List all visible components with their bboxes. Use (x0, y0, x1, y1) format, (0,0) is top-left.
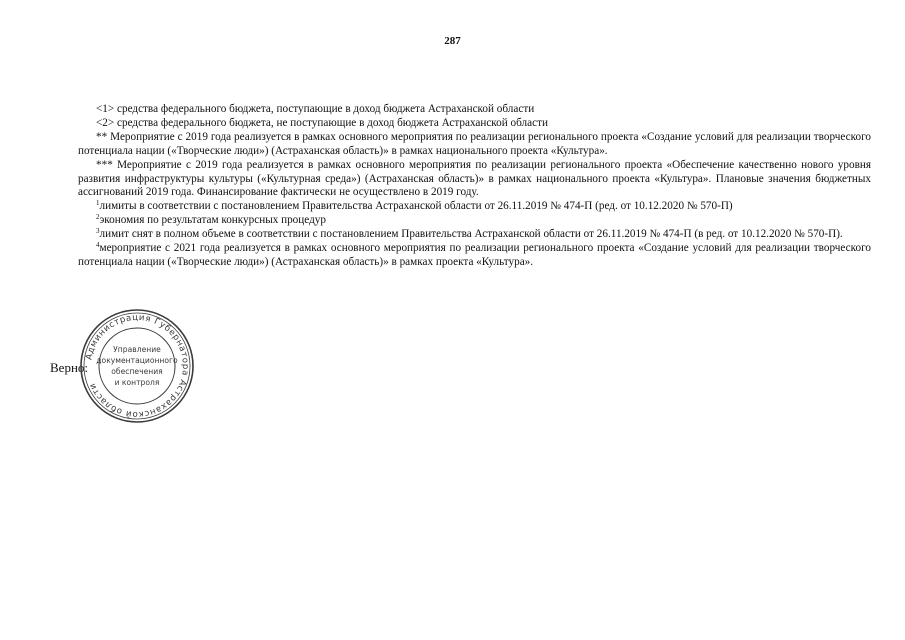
footnote-3-text: лимит снят в полном объеме в соответствии с постановлением Правительства Астраханской области от 26.11.2019 № 474-П (в ред. от 10.12.2020 № 570-П). (99, 228, 843, 241)
footnote-2 (78, 214, 871, 228)
footnote-1-marker: 1 (96, 199, 100, 208)
stamp-line-3: обеспечения (111, 367, 163, 376)
footnote-1-text: лимиты в соответствии с постановлением Правительства Астраханской области от 26.11.2019 № 474-П (ред. от 10.12.2020 № 570-П) (99, 200, 733, 213)
svg-text:Администрация Губернатора Астр (84, 313, 190, 419)
footnote-4-marker: 4 (96, 241, 100, 250)
note-double-star: ** Мероприятие с 2019 года реализуется в рамках основного мероприятия по реализации регионального проекта «Создание условий для реализации творческого потенциала нации («Творческие люди») (Астраханская область)» в рамках национального проекта «Культура». (78, 130, 871, 157)
note-2: <2> средства федерального бюджета, не поступающие в доход бюджета Астраханской области (96, 116, 548, 129)
page-number: 287 (444, 35, 461, 47)
footnotes-block (78, 103, 871, 270)
footnote-2-marker: 2 (96, 213, 100, 222)
stamp-ring-text: Администрация Губернатора Астраханской области (84, 312, 191, 420)
official-stamp (78, 307, 196, 425)
stamp-line-4: и контроля (114, 378, 160, 387)
footnote-3 (78, 228, 871, 242)
footnote-4 (78, 242, 871, 270)
note-1: <1> средства федерального бюджета, поступающие в доход бюджета Астраханской области (96, 103, 535, 115)
stamp-seal-icon (78, 307, 196, 425)
footnote-1 (78, 200, 871, 214)
footnote-4-text: мероприятие с 2021 года реализуется в рамках основного мероприятия по реализации регионального проекта «Создание условий для реализации творческого потенциала нации («Творческие люди») (Астраханская область)» в рамках проекта «Культура». (78, 242, 871, 268)
footnote-3-marker: 3 (96, 227, 100, 236)
footnote-2-text: экономия по результатам конкурсных процедур (99, 214, 326, 227)
stamp-line-1: Управление (113, 345, 161, 354)
note-triple-star: *** Мероприятие с 2019 года реализуется в рамках основного мероприятия по реализации регионального проекта «Обеспечение качественно нового уровня развития инфраструктуры культуры («Культурная среда») (Астраханская область)» в рамках национального проекта «Культура». Плановые значения бюджетных ассигнований 2019 года. Финансирование фактически не осуществлено в 2019 году. (78, 158, 871, 199)
stamp-line-2: документационного (96, 356, 178, 365)
certification-label: Верно: (50, 360, 89, 375)
